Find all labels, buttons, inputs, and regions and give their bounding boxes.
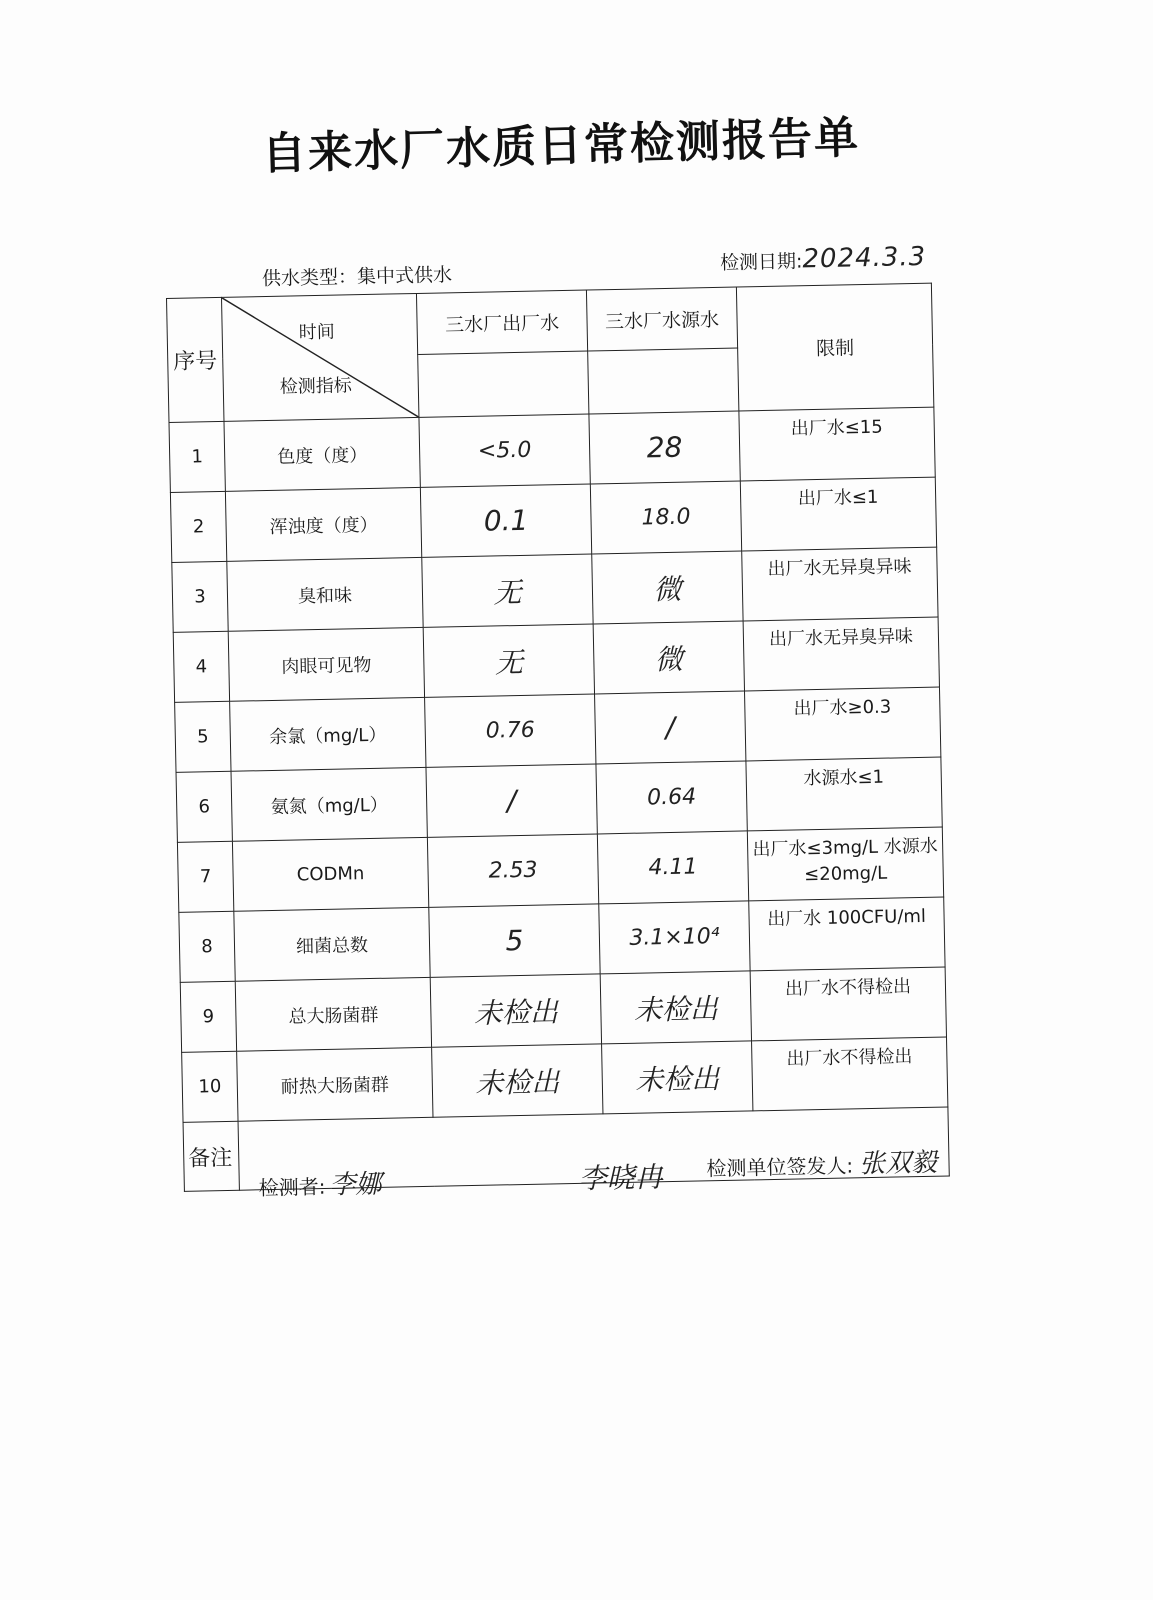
row-value-site-a: 0.76 [425, 694, 596, 767]
tester-label: 检测者: [258, 1174, 326, 1200]
row-indicator: 臭和味 [227, 557, 423, 631]
report-table [166, 283, 950, 1192]
row-value-site-a: 无 [423, 624, 594, 697]
row-indicator: 氨氮（mg/L） [231, 767, 427, 841]
row-limit: 出厂水≤3mg/L 水源水≤20mg/L [747, 827, 943, 901]
row-number: 8 [179, 911, 235, 982]
header-time: 时间 [298, 321, 335, 344]
row-value-site-a: 未检出 [430, 974, 601, 1047]
row-limit: 水源水≤1 [746, 757, 942, 831]
row-number: 4 [173, 631, 229, 702]
row-limit: 出厂水 100CFU/ml [749, 897, 945, 971]
tester-signature [258, 1163, 382, 1203]
row-value-site-a: / [426, 764, 597, 837]
header-site-b-time [588, 348, 739, 414]
header-indicator: 检测指标 [279, 375, 353, 398]
issuer-label: 检测单位签发人: [706, 1153, 854, 1181]
row-limit: 出厂水≤1 [740, 477, 936, 551]
report-table-wrap [166, 283, 950, 1192]
row-limit: 出厂水不得检出 [752, 1037, 948, 1111]
header-site-a: 三水厂出厂水 [416, 290, 587, 354]
test-date [720, 242, 927, 276]
row-value-site-a: 无 [422, 554, 593, 627]
row-limit: 出厂水≤15 [739, 407, 935, 481]
row-limit: 出厂水无异臭异味 [743, 617, 939, 691]
row-value-site-a: 2.53 [427, 834, 598, 907]
note-label: 备注 [183, 1121, 239, 1191]
row-value-site-b: 未检出 [602, 1041, 753, 1114]
row-value-site-b: 微 [593, 621, 744, 694]
tester-name: 李娜 [329, 1169, 382, 1201]
issuer-signature [706, 1142, 937, 1184]
row-value-site-b: / [595, 691, 746, 764]
diagonal-line [222, 294, 418, 421]
report-title: 自来水厂水质日常检测报告单 [261, 112, 861, 180]
test-date-label: 检测日期: [719, 250, 803, 275]
row-limit: 出厂水不得检出 [750, 967, 946, 1041]
row-indicator: CODMn [232, 837, 428, 911]
row-value-site-b: 18.0 [590, 481, 741, 554]
header-site-b: 三水厂水源水 [586, 287, 737, 351]
row-value-site-b: 0.64 [596, 761, 747, 834]
row-number: 7 [177, 841, 233, 912]
row-value-site-b: 微 [592, 551, 743, 624]
row-indicator: 肉眼可见物 [228, 627, 424, 701]
row-value-site-a: <5.0 [419, 414, 590, 487]
row-indicator: 色度（度） [224, 417, 420, 491]
header-no: 序号 [167, 297, 224, 422]
row-indicator: 余氯（mg/L） [230, 697, 426, 771]
supply-type: 供水类型：集中式供水 [261, 264, 453, 290]
row-value-site-a: 0.1 [420, 484, 591, 557]
row-number: 2 [170, 491, 226, 562]
row-indicator: 细菌总数 [234, 907, 430, 981]
row-value-site-a: 未检出 [432, 1044, 603, 1117]
issuer-name: 张双毅 [858, 1147, 938, 1180]
row-number: 5 [175, 701, 231, 772]
row-limit: 出厂水无异臭异味 [742, 547, 938, 621]
row-limit: 出厂水≥0.3 [745, 687, 941, 761]
header-limit: 限制 [736, 283, 933, 411]
row-number: 10 [182, 1051, 238, 1122]
row-value-site-a: 5 [429, 904, 600, 977]
row-number: 3 [172, 561, 228, 632]
row-value-site-b: 3.1×10⁴ [599, 901, 750, 974]
row-value-site-b: 28 [589, 411, 740, 484]
row-value-site-b: 4.11 [597, 831, 748, 904]
row-value-site-b: 未检出 [600, 971, 751, 1044]
test-date-value: 2024.3.3 [802, 241, 927, 275]
second-signature: 李晓冉 [578, 1160, 663, 1196]
row-number: 6 [176, 771, 232, 842]
row-indicator: 浑浊度（度） [225, 487, 421, 561]
row-indicator: 耐热大肠菌群 [237, 1047, 433, 1121]
header-diagonal-cell [221, 293, 418, 421]
header-site-a-time [418, 351, 589, 417]
row-number: 1 [169, 421, 225, 492]
row-number: 9 [180, 981, 236, 1052]
row-indicator: 总大肠菌群 [235, 977, 431, 1051]
